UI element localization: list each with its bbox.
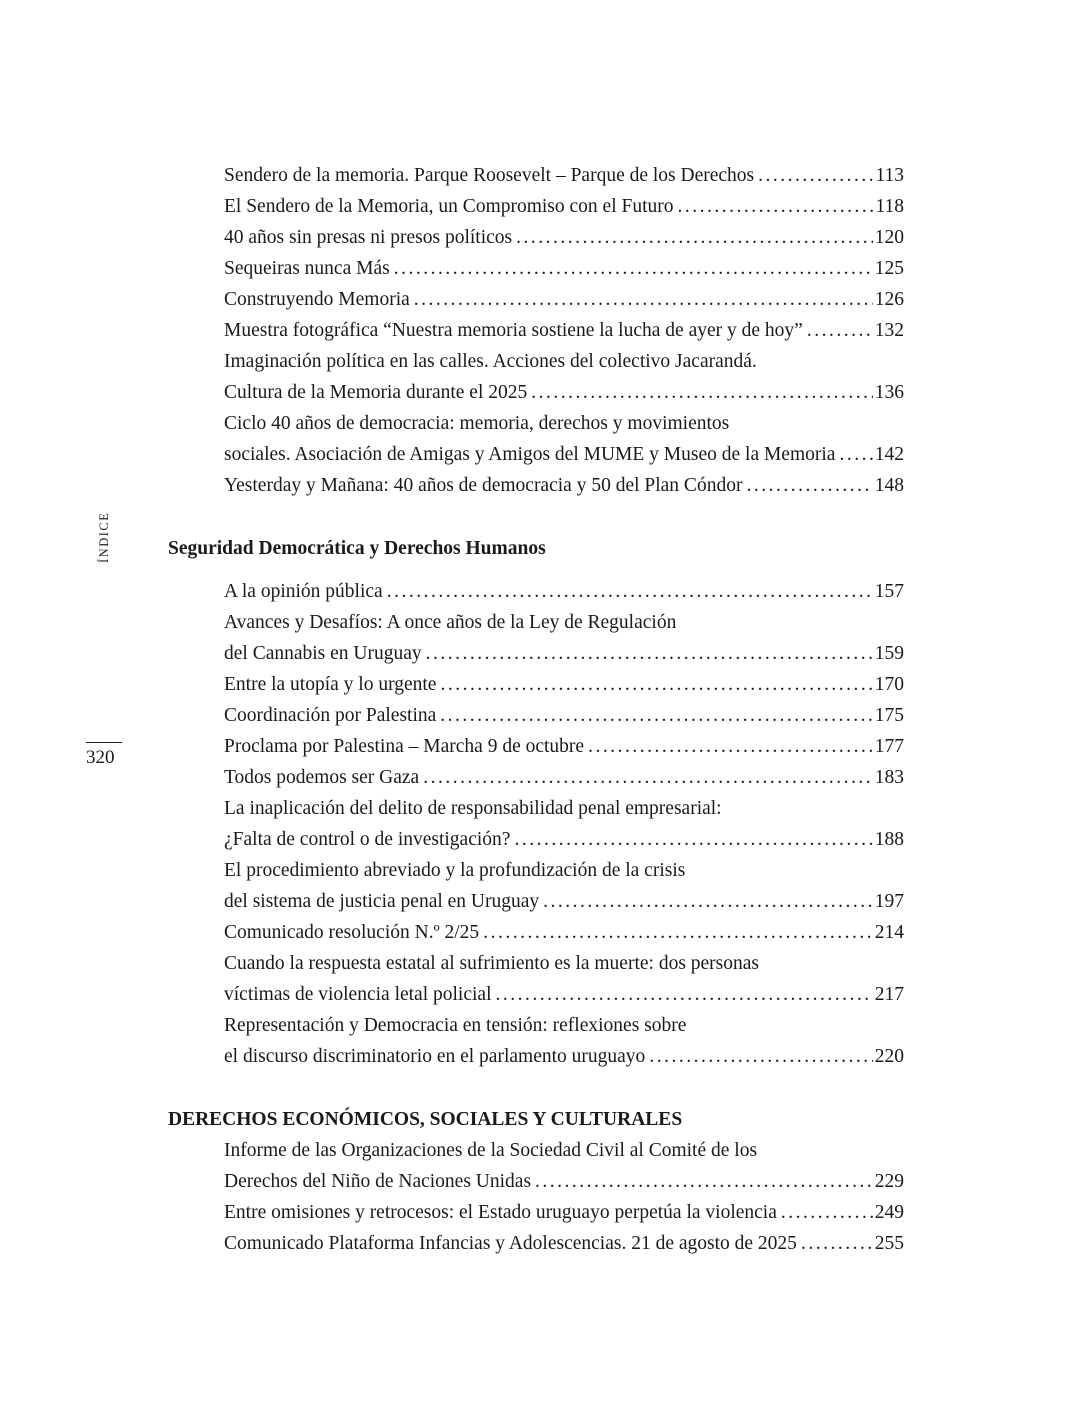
entry-title-row [224,191,904,222]
toc-entry [224,576,904,607]
toc-entry [224,1010,904,1072]
entry-title-row [224,160,904,191]
entry-title-row [224,439,904,470]
toc-entry [224,855,904,917]
dot-leader [781,1197,873,1228]
entry-title: del sistema de justicia penal en Uruguay [224,891,540,912]
dot-leader [758,160,873,191]
entry-title-row [224,1041,904,1072]
toc-entry [224,731,904,762]
entry-title: el discurso discriminatorio en el parlamento uruguayo [224,1046,646,1067]
entry-title-row [224,638,904,669]
dot-leader [678,191,874,222]
entry-page-number: 118 [875,196,904,217]
entry-title-row [224,576,904,607]
entry-title: sociales. Asociación de Amigas y Amigos del MUME y Museo de la Memoria [224,444,836,465]
entry-title-line: La inaplicación del delito de responsabilidad penal empresarial: [224,798,722,819]
dot-leader [588,731,873,762]
dot-leader [516,222,873,253]
entry-title: Todos podemos ser Gaza [224,767,420,788]
entry-title-line: Ciclo 40 años de democracia: memoria, derechos y movimientos [224,413,730,434]
toc-entry [224,669,904,700]
entry-title-row [224,284,904,315]
dot-leader [807,315,873,346]
entry-page-number: 175 [874,705,904,726]
entry-page-number: 142 [874,444,904,465]
entry-title: Sequeiras nunca Más [224,258,390,279]
dot-leader [440,700,872,731]
entry-title: 40 años sin presas ni presos políticos [224,227,513,248]
entry-title: El Sendero de la Memoria, un Compromiso con el Futuro [224,196,674,217]
entry-title: Comunicado Plataforma Infancias y Adolescencias. 21 de agosto de 2025 [224,1233,797,1254]
entry-page-number: 132 [874,320,904,341]
toc-entry [224,470,904,501]
toc-entry [224,222,904,253]
dot-leader [531,377,873,408]
toc-section [168,533,904,1072]
dot-leader [839,439,872,470]
entry-title-row [224,669,904,700]
dot-leader [496,979,873,1010]
page-number-rule [86,742,122,743]
entry-title: Coordinación por Palestina [224,705,437,726]
toc-section [168,1104,904,1259]
toc-entry [224,917,904,948]
entry-page-number: 126 [874,289,904,310]
toc-entry [224,160,904,191]
toc-entry [224,1228,904,1259]
entry-page-number: 170 [874,674,904,695]
dot-leader [426,638,873,669]
entry-title-row [224,917,904,948]
dot-leader [514,824,872,855]
dot-leader [394,253,873,284]
entry-title-line: El procedimiento abreviado y la profundización de la crisis [224,860,686,881]
toc-entry [224,793,904,855]
section-heading: DERECHOS ECONÓMICOS, SOCIALES Y CULTURALES [168,1109,683,1130]
entry-page-number: 214 [874,922,904,943]
toc-entry [224,948,904,1010]
entry-page-number: 177 [874,736,904,757]
toc-entry [224,315,904,346]
entry-title: Yesterday y Mañana: 40 años de democracia y 50 del Plan Cóndor [224,475,743,496]
entry-title-line: Informe de las Organizaciones de la Sociedad Civil al Comité de los [224,1140,758,1161]
dot-leader [801,1228,873,1259]
entry-page-number: 197 [874,891,904,912]
entry-title-row [224,762,904,793]
dot-leader [483,917,873,948]
entry-title-row [224,470,904,501]
dot-leader [649,1041,872,1072]
entry-title-row [224,253,904,284]
entry-title-line: Representación y Democracia en tensión: reflexiones sobre [224,1015,687,1036]
toc-entry [224,253,904,284]
toc-entry [224,191,904,222]
entry-title: del Cannabis en Uruguay [224,643,422,664]
entry-page-number: 220 [874,1046,904,1067]
entry-title-row [224,700,904,731]
entry-title: Muestra fotográfica “Nuestra memoria sostiene la lucha de ayer y de hoy” [224,320,803,341]
toc-entry [224,607,904,669]
entry-title-row [224,1197,904,1228]
toc-entry [224,1135,904,1197]
entry-title: víctimas de violencia letal policial [224,984,492,1005]
entry-title-row [224,1166,904,1197]
entry-title: Entre omisiones y retrocesos: el Estado uruguayo perpetúa la violencia [224,1202,777,1223]
page-number: 320 [86,747,115,768]
entry-title-row [224,222,904,253]
entry-title: Proclama por Palestina – Marcha 9 de octubre [224,736,585,757]
entry-title-row [224,979,904,1010]
margin-label-indice: ÍNDICE [97,511,111,563]
entry-title-row [224,824,904,855]
entry-title-row [224,377,904,408]
entry-page-number: 229 [874,1171,904,1192]
entry-page-number: 125 [874,258,904,279]
dot-leader [423,762,873,793]
entry-title-line: Imaginación política en las calles. Acciones del colectivo Jacarandá. [224,351,757,372]
entry-page-number: 113 [875,165,904,186]
toc-entry [224,346,904,408]
entry-title: Entre la utopía y lo urgente [224,674,437,695]
entry-title-line: Avances y Desafíos: A once años de la Ley de Regulación [224,612,677,633]
entry-page-number: 217 [874,984,904,1005]
entry-title: ¿Falta de control o de investigación? [224,829,511,850]
toc-entry [224,700,904,731]
entry-page-number: 136 [874,382,904,403]
dot-leader [414,284,873,315]
entry-title: A la opinión pública [224,581,383,602]
entry-title: Comunicado resolución N.º 2/25 [224,922,480,943]
toc-entry [224,408,904,470]
entry-page-number: 188 [874,829,904,850]
entry-title-row [224,886,904,917]
entry-page-number: 159 [874,643,904,664]
dot-leader [387,576,873,607]
toc-section [168,160,904,501]
toc-entry [224,762,904,793]
dot-leader [535,1166,873,1197]
entry-title: Cultura de la Memoria durante el 2025 [224,382,528,403]
page-number-block [86,742,122,770]
section-heading: Seguridad Democrática y Derechos Humanos [168,538,546,559]
entry-page-number: 183 [874,767,904,788]
entry-title-row [224,731,904,762]
entry-title: Construyendo Memoria [224,289,410,310]
entry-page-number: 157 [874,581,904,602]
toc-entry [224,1197,904,1228]
entry-title: Derechos del Niño de Naciones Unidas [224,1171,532,1192]
dot-leader [746,470,872,501]
entry-page-number: 249 [874,1202,904,1223]
entry-title-row [224,315,904,346]
toc [168,160,904,1259]
entry-page-number: 148 [874,475,904,496]
entry-title-row [224,1228,904,1259]
entry-page-number: 255 [874,1233,904,1254]
entry-page-number: 120 [874,227,904,248]
toc-entry [224,284,904,315]
entry-title-line: Cuando la respuesta estatal al sufrimiento es la muerte: dos personas [224,953,760,974]
entry-title: Sendero de la memoria. Parque Roosevelt – Parque de los Derechos [224,165,755,186]
dot-leader [440,669,872,700]
dot-leader [543,886,873,917]
